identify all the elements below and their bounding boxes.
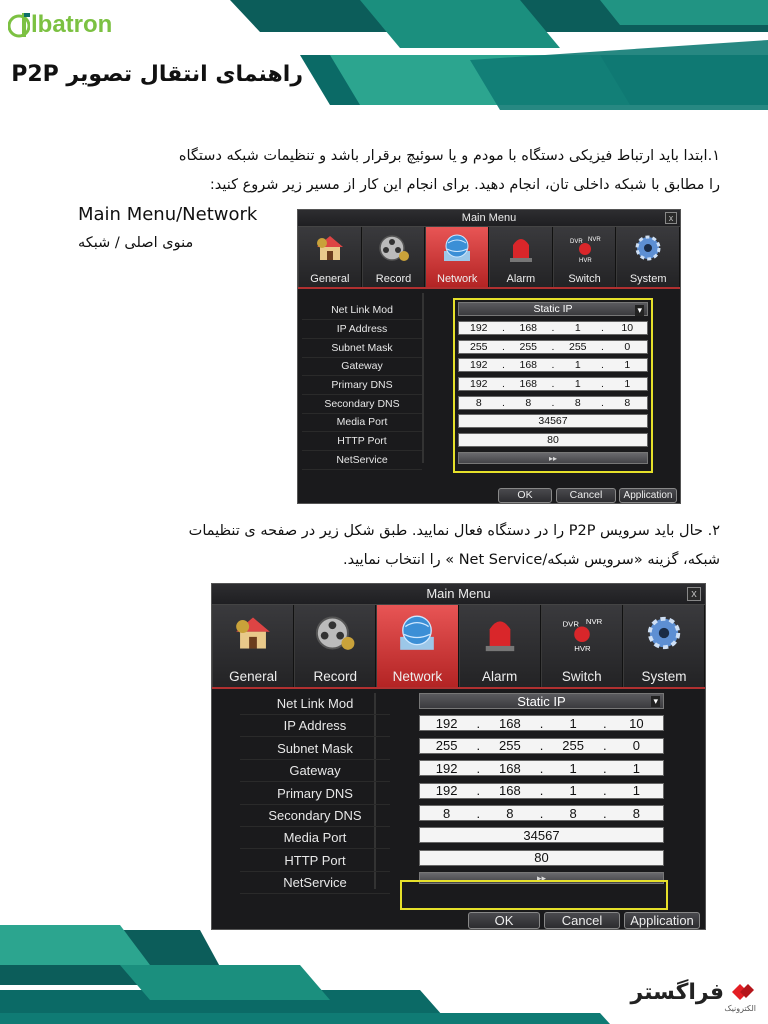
dot: . (502, 341, 505, 353)
media-port-field[interactable]: 34567 (419, 827, 664, 843)
cancel-button[interactable]: Cancel (544, 912, 620, 929)
label-ip-address: IP Address (240, 715, 390, 737)
footer-decoration (0, 925, 768, 1024)
apply-button[interactable]: Application (619, 488, 677, 503)
octet: 255 (568, 341, 587, 353)
octet: 1 (624, 359, 631, 371)
house-gear-icon (313, 233, 347, 263)
octet: 1 (569, 760, 577, 776)
tab-general[interactable] (298, 227, 362, 287)
octet: 0 (632, 738, 640, 754)
dot: . (476, 738, 481, 754)
octet: 1 (632, 783, 640, 799)
label-primary-dns: Primary DNS (302, 376, 422, 395)
octet: 168 (499, 760, 521, 776)
media-port-field[interactable]: 34567 (458, 414, 648, 428)
chevron-down-icon: ▾ (637, 305, 642, 315)
tab-label: Network (437, 273, 478, 285)
dot: . (601, 359, 604, 371)
tab-label: General (229, 669, 278, 684)
footer-brand-sub: الکترونیک (724, 1004, 756, 1013)
octet: 168 (519, 359, 538, 371)
label-net-service: NetService (240, 872, 390, 894)
octet: 8 (632, 805, 640, 821)
step2-paragraph (189, 517, 720, 575)
svg-text:HVR: HVR (574, 644, 591, 653)
dot: . (551, 359, 555, 371)
net-service-more-button[interactable]: ▸▸ (458, 452, 648, 464)
dot: . (602, 783, 607, 799)
octet: 10 (621, 322, 634, 334)
tab-label: Switch (561, 669, 602, 684)
dot: . (601, 322, 604, 334)
dot: . (476, 760, 481, 776)
octet: 192 (469, 359, 488, 371)
dot: . (551, 397, 555, 409)
dot: . (551, 322, 555, 334)
label-net-link-mode: Net Link Mod (302, 301, 422, 320)
window-2-fields (211, 688, 706, 928)
tab-label: Record (313, 669, 358, 684)
dot: . (476, 805, 481, 821)
dot: . (539, 715, 544, 731)
film-reel-icon (313, 613, 357, 653)
octet: 255 (519, 341, 538, 353)
tab-switch[interactable] (553, 227, 617, 287)
octet: 8 (569, 805, 577, 821)
dvr-nvr-hvr-icon (568, 233, 602, 263)
tab-record[interactable] (294, 605, 376, 687)
octet: 255 (469, 341, 488, 353)
label-media-port: Media Port (240, 827, 390, 849)
dot: . (539, 805, 544, 821)
dot: . (602, 805, 607, 821)
label-media-port: Media Port (302, 413, 422, 432)
octet: 1 (574, 322, 581, 334)
octet: 8 (443, 805, 451, 821)
octet: 192 (469, 378, 488, 390)
tab-alarm[interactable] (459, 605, 541, 687)
close-button[interactable]: x (687, 587, 701, 601)
tab-label: Record (375, 273, 412, 285)
tab-label: Network (392, 669, 443, 684)
label-subnet-mask: Subnet Mask (302, 339, 422, 358)
svg-text:DVR: DVR (569, 239, 583, 245)
svg-text:NVR: NVR (585, 616, 603, 626)
label-http-port: HTTP Port (302, 432, 422, 451)
octet: 192 (469, 322, 488, 334)
settings-labels (302, 293, 424, 466)
label-gateway: Gateway (240, 760, 390, 782)
octet: 168 (499, 715, 521, 731)
step1-line1: ۱.ابتدا باید ارتباط فیزیکی دستگاه با مودم و یا سوئیچ برقرار باشد و تنظیمات شبکه دستگاه (178, 148, 720, 164)
label-secondary-dns: Secondary DNS (302, 395, 422, 414)
tab-system[interactable] (616, 227, 680, 287)
octet: 1 (624, 378, 631, 390)
gear-icon (642, 613, 686, 653)
octet: 8 (506, 805, 514, 821)
octet: 255 (435, 738, 458, 754)
octet: 168 (519, 378, 538, 390)
gear-icon (631, 233, 665, 263)
header-decoration (0, 0, 768, 110)
faragostar-logo-icon (728, 978, 756, 1006)
tab-label: General (310, 273, 350, 285)
apply-button[interactable]: Application (624, 912, 700, 929)
dot: . (502, 378, 505, 390)
tab-record[interactable] (362, 227, 426, 287)
step1-paragraph (179, 142, 720, 200)
step2-line1: ۲. حال باید سرویس P2P را در دستگاه فعال نمایید. طبق شکل زیر در صفحه ی تنظیمات (188, 523, 720, 539)
house-gear-icon (231, 613, 275, 653)
globe-network-icon (440, 233, 474, 263)
dot: . (602, 738, 607, 754)
window-title: Main Menu (212, 584, 705, 605)
menu-tabs (212, 605, 705, 689)
dot: . (476, 715, 481, 731)
step2-line2: شبکه، گزینه «سرویس شبکه/Net Service » را انتخاب نمایید. (343, 552, 720, 568)
label-net-service: NetService (302, 451, 422, 470)
tab-alarm[interactable] (489, 227, 553, 287)
menu-path-english: Main Menu/Network (78, 204, 258, 225)
octet: 1 (569, 715, 577, 731)
octet: 0 (624, 341, 631, 353)
http-port-field[interactable]: 80 (419, 850, 664, 866)
dot: . (601, 397, 604, 409)
highlight-box (453, 298, 653, 473)
octet: 192 (435, 783, 458, 799)
faragostar-logo (630, 978, 756, 1013)
svg-text:DVR: DVR (562, 619, 579, 629)
tab-label: Alarm (481, 669, 518, 684)
dot: . (602, 760, 607, 776)
octet: 255 (562, 738, 584, 754)
octet: 8 (624, 397, 631, 409)
dot: . (602, 715, 607, 731)
siren-icon (478, 613, 522, 653)
window-title: Main Menu (298, 210, 680, 227)
tab-network[interactable] (425, 227, 489, 287)
dot: . (539, 783, 544, 799)
octet: 1 (632, 760, 640, 776)
svg-text:NVR: NVR (587, 237, 601, 243)
tab-switch[interactable] (541, 605, 623, 687)
network-settings-panel (298, 289, 680, 503)
dot: . (502, 397, 505, 409)
globe-network-icon (395, 613, 439, 653)
chevron-down-icon: ▾ (653, 696, 658, 706)
ok-button[interactable]: OK (498, 488, 552, 503)
http-port-field[interactable]: 80 (458, 433, 648, 447)
menu-path-persian: منوی اصلی / شبکه (78, 235, 194, 251)
dot: . (551, 378, 555, 390)
tab-label: System (629, 273, 667, 285)
page-title: راهنمای انتقال تصویر P2P (11, 62, 303, 87)
label-gateway: Gateway (302, 357, 422, 376)
label-subnet-mask: Subnet Mask (240, 738, 390, 760)
octet: 1 (574, 378, 581, 390)
tab-label: System (641, 669, 687, 684)
octet: 1 (574, 359, 581, 371)
dvr-nvr-hvr-icon (560, 613, 604, 653)
main-menu-window-1 (297, 209, 681, 504)
dot: . (539, 738, 544, 754)
dot: . (476, 783, 481, 799)
dot: . (601, 341, 604, 353)
dot: . (502, 322, 505, 334)
octet: 8 (475, 397, 482, 409)
octet: 10 (629, 715, 644, 731)
dot: . (502, 359, 505, 371)
siren-icon (504, 233, 538, 263)
menu-tabs (298, 227, 680, 289)
net-link-mode-value: Static IP (517, 693, 566, 709)
label-http-port: HTTP Port (240, 850, 390, 872)
octet: 8 (525, 397, 532, 409)
label-primary-dns: Primary DNS (240, 783, 390, 805)
albatron-logo (8, 8, 112, 42)
octet: 192 (435, 715, 458, 731)
octet: 255 (499, 738, 521, 754)
label-net-link-mode: Net Link Mod (240, 693, 390, 715)
dot: . (601, 378, 604, 390)
close-button[interactable]: x (665, 212, 677, 224)
film-reel-icon (377, 233, 411, 263)
brand-name: lbatron (31, 11, 113, 38)
octet: 192 (435, 760, 458, 776)
label-secondary-dns: Secondary DNS (240, 805, 390, 827)
albatron-a-logo-icon (8, 11, 30, 39)
net-service-more-button[interactable]: ▸▸ (419, 872, 664, 884)
dot: . (539, 760, 544, 776)
tab-label: Alarm (506, 273, 536, 285)
net-link-mode-value: Static IP (533, 303, 573, 315)
step1-line2: را مطابق با شبکه داخلی تان، انجام دهید. برای انجام این کار از مسیر زیر شروع کنید: (209, 177, 720, 193)
tab-general[interactable] (212, 605, 294, 687)
cancel-button[interactable]: Cancel (556, 488, 616, 503)
svg-text:HVR: HVR (578, 258, 592, 263)
tab-system[interactable] (623, 605, 705, 687)
octet: 8 (574, 397, 581, 409)
dot: . (551, 341, 555, 353)
tab-network[interactable] (376, 605, 458, 687)
ok-button[interactable]: OK (468, 912, 540, 929)
label-ip-address: IP Address (302, 320, 422, 339)
footer-brand-name: فراگستر (630, 979, 724, 1005)
tab-label: Switch (568, 273, 601, 285)
octet: 168 (499, 783, 521, 799)
octet: 168 (519, 322, 538, 334)
octet: 1 (569, 783, 577, 799)
